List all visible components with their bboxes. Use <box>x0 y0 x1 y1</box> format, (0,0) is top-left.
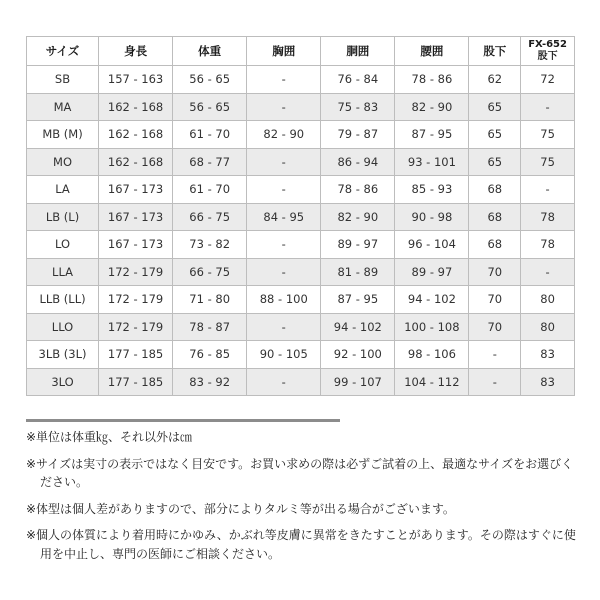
cell-height: 162 - 168 <box>99 121 173 149</box>
cell-waist: 99 - 107 <box>321 368 395 396</box>
table-row <box>27 203 575 231</box>
cell-waist: 92 - 100 <box>321 341 395 369</box>
cell-weight: 68 - 77 <box>173 148 247 176</box>
cell-inseam: 70 <box>469 258 521 286</box>
cell-hip: 87 - 95 <box>395 121 469 149</box>
cell-height: 177 - 185 <box>99 341 173 369</box>
cell-size: 3LB (3L) <box>27 341 99 369</box>
cell-inseam: 68 <box>469 203 521 231</box>
cell-fx652-inseam: - <box>521 176 575 204</box>
cell-waist: 89 - 97 <box>321 231 395 259</box>
note-skin-caution: ※個人の体質により着用時にかゆみ、かぶれ等皮膚に異常をきたすことがあります。その際はすぐに使用を中止し、専門の医師にご相談ください。 <box>26 528 576 561</box>
cell-chest: 90 - 105 <box>247 341 321 369</box>
cell-fx652-inseam: - <box>521 258 575 286</box>
notes-section <box>26 428 578 571</box>
cell-size: LB (L) <box>27 203 99 231</box>
header-size: サイズ <box>27 37 99 66</box>
cell-height: 167 - 173 <box>99 203 173 231</box>
cell-weight: 83 - 92 <box>173 368 247 396</box>
table-row <box>27 286 575 314</box>
header-fx652-model: FX-652 <box>528 39 567 50</box>
table-header-row <box>27 37 575 66</box>
header-height: 身長 <box>99 37 173 66</box>
cell-hip: 98 - 106 <box>395 341 469 369</box>
cell-size: MO <box>27 148 99 176</box>
cell-chest: 82 - 90 <box>247 121 321 149</box>
cell-fx652-inseam: 78 <box>521 203 575 231</box>
cell-size: LLO <box>27 313 99 341</box>
cell-size: LLB (LL) <box>27 286 99 314</box>
cell-hip: 89 - 97 <box>395 258 469 286</box>
cell-chest: 84 - 95 <box>247 203 321 231</box>
cell-weight: 73 - 82 <box>173 231 247 259</box>
table-row <box>27 258 575 286</box>
cell-height: 172 - 179 <box>99 258 173 286</box>
cell-fx652-inseam: 80 <box>521 313 575 341</box>
table-row <box>27 148 575 176</box>
header-fx652-inseam <box>521 37 575 66</box>
cell-hip: 104 - 112 <box>395 368 469 396</box>
table-row <box>27 313 575 341</box>
table-row <box>27 368 575 396</box>
header-weight: 体重 <box>173 37 247 66</box>
cell-height: 162 - 168 <box>99 93 173 121</box>
cell-waist: 76 - 84 <box>321 66 395 94</box>
cell-height: 172 - 179 <box>99 286 173 314</box>
cell-weight: 66 - 75 <box>173 203 247 231</box>
cell-hip: 82 - 90 <box>395 93 469 121</box>
cell-inseam: - <box>469 368 521 396</box>
cell-inseam: 68 <box>469 176 521 204</box>
cell-height: 167 - 173 <box>99 231 173 259</box>
cell-inseam: 65 <box>469 93 521 121</box>
cell-fx652-inseam: 78 <box>521 231 575 259</box>
cell-weight: 66 - 75 <box>173 258 247 286</box>
cell-weight: 78 - 87 <box>173 313 247 341</box>
cell-chest: - <box>247 231 321 259</box>
cell-fx652-inseam: 72 <box>521 66 575 94</box>
cell-fx652-inseam: 75 <box>521 148 575 176</box>
cell-weight: 56 - 65 <box>173 93 247 121</box>
cell-inseam: 65 <box>469 148 521 176</box>
cell-chest: - <box>247 313 321 341</box>
table-row <box>27 341 575 369</box>
table-body <box>27 66 575 396</box>
header-inseam: 股下 <box>469 37 521 66</box>
cell-height: 177 - 185 <box>99 368 173 396</box>
cell-weight: 76 - 85 <box>173 341 247 369</box>
cell-height: 157 - 163 <box>99 66 173 94</box>
cell-size: MB (M) <box>27 121 99 149</box>
divider-line <box>26 419 340 422</box>
cell-fx652-inseam: 83 <box>521 368 575 396</box>
cell-height: 172 - 179 <box>99 313 173 341</box>
note-body-type: ※体型は個人差がありますので、部分によりタルミ等が出る場合がございます。 <box>26 501 455 516</box>
cell-inseam: 65 <box>469 121 521 149</box>
table-row <box>27 121 575 149</box>
cell-hip: 90 - 98 <box>395 203 469 231</box>
cell-hip: 93 - 101 <box>395 148 469 176</box>
table-row <box>27 176 575 204</box>
cell-waist: 79 - 87 <box>321 121 395 149</box>
cell-chest: - <box>247 368 321 396</box>
cell-fx652-inseam: - <box>521 93 575 121</box>
cell-hip: 96 - 104 <box>395 231 469 259</box>
cell-weight: 71 - 80 <box>173 286 247 314</box>
cell-waist: 86 - 94 <box>321 148 395 176</box>
cell-height: 162 - 168 <box>99 148 173 176</box>
cell-chest: - <box>247 176 321 204</box>
cell-chest: - <box>247 148 321 176</box>
cell-height: 167 - 173 <box>99 176 173 204</box>
cell-chest: - <box>247 258 321 286</box>
cell-inseam: 70 <box>469 286 521 314</box>
table-row <box>27 93 575 121</box>
cell-size: LLA <box>27 258 99 286</box>
cell-chest: - <box>247 93 321 121</box>
cell-waist: 94 - 102 <box>321 313 395 341</box>
cell-fx652-inseam: 83 <box>521 341 575 369</box>
cell-size: SB <box>27 66 99 94</box>
size-chart-table <box>26 36 575 396</box>
cell-fx652-inseam: 80 <box>521 286 575 314</box>
header-waist: 胴囲 <box>321 37 395 66</box>
header-chest: 胸囲 <box>247 37 321 66</box>
header-fx652-label: 股下 <box>537 51 558 62</box>
cell-size: LO <box>27 231 99 259</box>
cell-hip: 100 - 108 <box>395 313 469 341</box>
cell-waist: 81 - 89 <box>321 258 395 286</box>
cell-inseam: 62 <box>469 66 521 94</box>
cell-waist: 82 - 90 <box>321 203 395 231</box>
table-row <box>27 66 575 94</box>
cell-size: 3LO <box>27 368 99 396</box>
cell-size: LA <box>27 176 99 204</box>
cell-waist: 75 - 83 <box>321 93 395 121</box>
cell-weight: 56 - 65 <box>173 66 247 94</box>
cell-fx652-inseam: 75 <box>521 121 575 149</box>
header-hip: 腰囲 <box>395 37 469 66</box>
cell-hip: 85 - 93 <box>395 176 469 204</box>
table-row <box>27 231 575 259</box>
cell-inseam: - <box>469 341 521 369</box>
cell-size: MA <box>27 93 99 121</box>
cell-inseam: 68 <box>469 231 521 259</box>
cell-chest: 88 - 100 <box>247 286 321 314</box>
cell-waist: 87 - 95 <box>321 286 395 314</box>
note-units: ※単位は体重㎏、それ以外は㎝ <box>26 430 193 444</box>
cell-chest: - <box>247 66 321 94</box>
cell-weight: 61 - 70 <box>173 121 247 149</box>
note-size-guide: ※サイズは実寸の表示ではなく目安です。お買い求めの際は必ずご試着の上、最適なサイズをお選びください。 <box>26 456 574 489</box>
cell-hip: 94 - 102 <box>395 286 469 314</box>
cell-hip: 78 - 86 <box>395 66 469 94</box>
cell-waist: 78 - 86 <box>321 176 395 204</box>
cell-inseam: 70 <box>469 313 521 341</box>
cell-weight: 61 - 70 <box>173 176 247 204</box>
